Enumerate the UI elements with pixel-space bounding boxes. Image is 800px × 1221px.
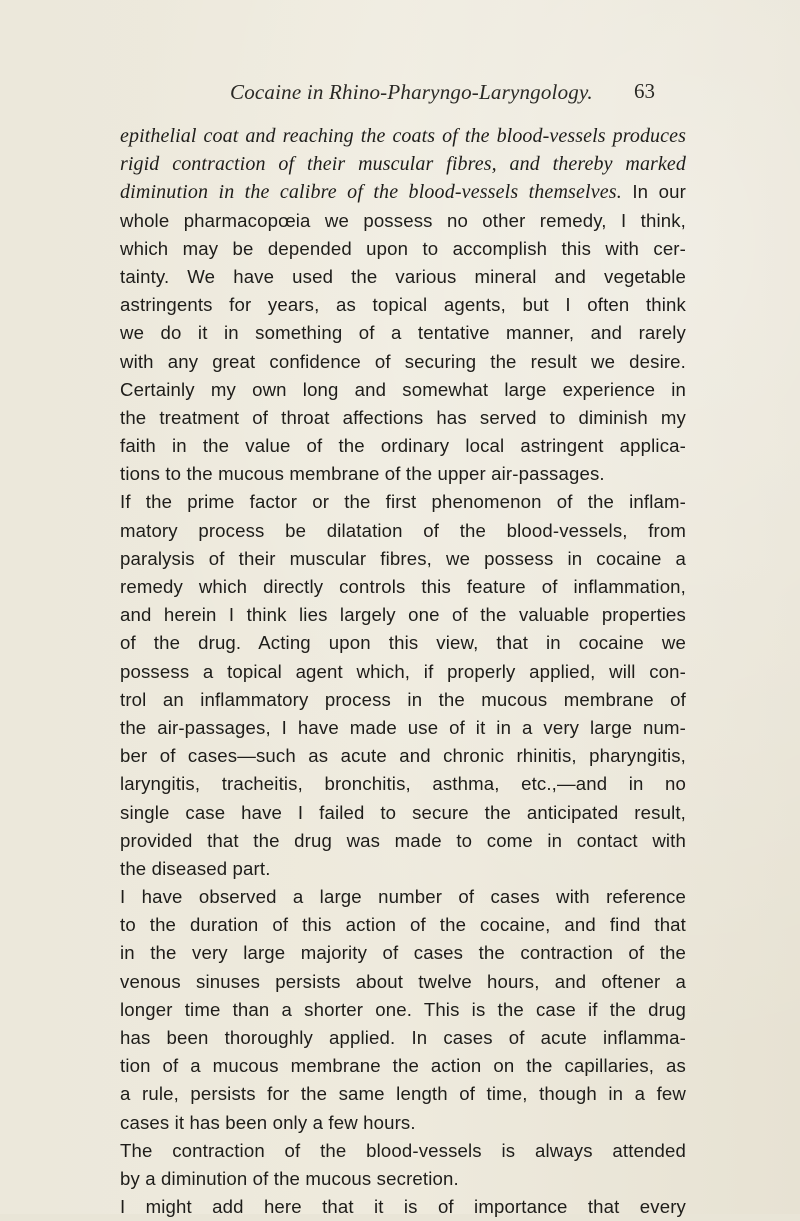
text-line: which may be depended upon to accomplish this with cer- xyxy=(120,237,686,259)
text-line: I have observed a large number of cases with reference xyxy=(120,886,686,908)
text-line: If the prime factor or the first phenomenon of the inflam- xyxy=(120,491,686,513)
text-line: tion of a mucous membrane the action on the capillaries, as xyxy=(120,1055,686,1077)
text-line: epithelial coat and reaching the coats of the blood-vessels produces xyxy=(120,125,686,147)
text-line: possess a topical agent which, if properly applied, will con- xyxy=(120,660,686,682)
running-header: Cocaine in Rhino-Pharyngo-Laryngology. xyxy=(230,80,593,104)
text-line: the air-passages, I have made use of it in a very large num- xyxy=(120,716,686,738)
text-line: whole pharmacopœia we possess no other remedy, I think, xyxy=(120,209,686,231)
text-line: by a diminution of the mucous secretion. xyxy=(120,1167,459,1189)
text-line xyxy=(120,178,686,206)
page-number: 63 xyxy=(634,79,655,103)
body-text xyxy=(120,122,686,1221)
text-line: faith in the value of the ordinary local astringent applica- xyxy=(120,435,686,457)
text-line: the treatment of throat affections has served to diminish my xyxy=(120,406,686,428)
text-line: rigid contraction of their muscular fibres, and thereby marked xyxy=(120,153,686,176)
text-line: venous sinuses persists about twelve hours, and oftener a xyxy=(120,970,686,992)
text-line: matory process be dilatation of the blood-vessels, from xyxy=(120,519,686,541)
text-line-italic-part: diminution in the calibre of the blood-vessels themselves. xyxy=(120,181,622,204)
text-line: a rule, persists for the same length of time, though in a few xyxy=(120,1083,686,1105)
text-line: The contraction of the blood-vessels is always attended xyxy=(120,1139,686,1161)
text-line: tions to the mucous membrane of the upper air-passages. xyxy=(120,463,605,485)
text-line: Certainly my own long and somewhat large experience in xyxy=(120,378,686,400)
text-line: longer time than a shorter one. This is the case if the drug xyxy=(120,998,686,1020)
text-line: I might add here that it is of importance that every xyxy=(120,1196,686,1218)
text-line: tainty. We have used the various mineral and vegetable xyxy=(120,265,686,287)
text-line-roman-part: In our xyxy=(632,181,686,203)
text-line: provided that the drug was made to come in contact with xyxy=(120,829,686,851)
text-line: the diseased part. xyxy=(120,857,271,879)
text-line: paralysis of their muscular fibres, we possess in cocaine a xyxy=(120,547,686,569)
text-line: laryngitis, tracheitis, bronchitis, asthma, etc.,—and in no xyxy=(120,773,686,795)
text-line: with any great confidence of securing the result we desire. xyxy=(120,350,686,372)
text-line: remedy which directly controls this feature of inflammation, xyxy=(120,576,686,597)
text-line: cases it has been only a few hours. xyxy=(120,1111,416,1133)
text-line: of the drug. Acting upon this view, that in cocaine we xyxy=(120,632,686,654)
text-line: we do it in something of a tentative manner, and rarely xyxy=(120,322,686,344)
text-line: trol an inflammatory process in the mucous membrane of xyxy=(120,688,686,710)
text-line: in the very large majority of cases the contraction of the xyxy=(120,942,686,964)
text-line: ber of cases—such as acute and chronic rhinitis, pharyngitis, xyxy=(120,745,686,767)
text-line: astringents for years, as topical agents, but I often think xyxy=(120,294,686,316)
text-line: single case have I failed to secure the anticipated result, xyxy=(120,801,686,823)
text-line: has been thoroughly applied. In cases of acute inflamma- xyxy=(120,1027,686,1048)
text-line: and herein I think lies largely one of the valuable properties xyxy=(120,604,686,626)
text-line: to the duration of this action of the cocaine, and find that xyxy=(120,914,686,936)
